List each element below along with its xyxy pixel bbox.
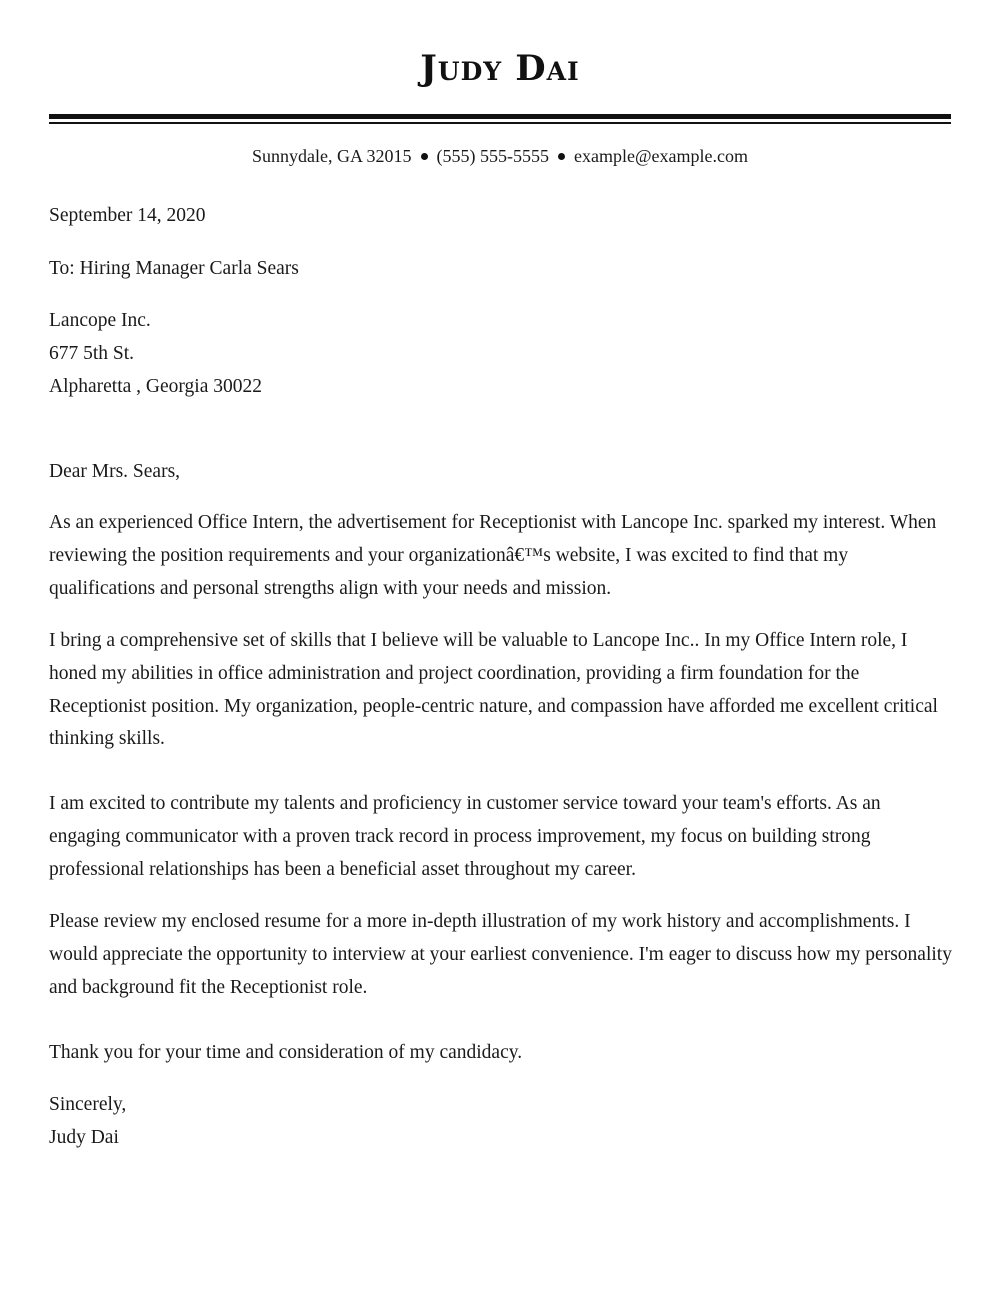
closing: Sincerely, (49, 1094, 127, 1115)
body-paragraph-1: As an experienced Office Intern, the advertisement for Receptionist with Lancope Inc. sparked my interest. When reviewing the position requirements and your organizationâ€™s website, I was excited to find that my qualifications and personal strengths align with your needs and mission. (49, 512, 937, 599)
company-name: Lancope Inc. (49, 310, 151, 331)
contact-info (0, 143, 1000, 169)
salutation: Dear Mrs. Sears, (49, 461, 181, 482)
contact-phone: (555) 555-5555 (436, 146, 549, 166)
bullet-separator (558, 153, 565, 160)
body-paragraph-4: Please review my enclosed resume for a more in-depth illustration of my work history and accomplishments. I would appreciate the opportunity to interview at your earliest convenience. I'm eager to discuss how my personality and background fit the Receptionist role. (49, 911, 952, 998)
company-city: Alpharetta , Georgia 30022 (49, 376, 262, 397)
signature: Judy Dai (49, 1127, 119, 1148)
body-paragraph-5: Thank you for your time and consideration of my candidacy. (49, 1042, 523, 1063)
body-paragraph-2: I bring a comprehensive set of skills that I believe will be valuable to Lancope Inc.. In my Office Intern role, I honed my abilities in office administration and project coordination, providing a firm foundation for the Receptionist position. My organization, people-centric nature, and compassion have afforded me excellent critical thinking skills. (49, 630, 938, 750)
body-paragraph-3: I am excited to contribute my talents and proficiency in customer service toward your team's efforts. As an engaging communicator with a proven track record in process improvement, my focus on building strong professional relationships has been a beneficial asset throughout my career. (49, 793, 881, 880)
recipient-line: To: Hiring Manager Carla Sears (49, 258, 299, 279)
company-street: 677 5th St. (49, 343, 135, 364)
header-divider-thick (49, 114, 951, 119)
contact-location: Sunnydale, GA 32015 (252, 146, 412, 166)
letter-date: September 14, 2020 (49, 205, 206, 226)
contact-email: example@example.com (573, 146, 748, 166)
bullet-separator (421, 153, 428, 160)
applicant-name: Judy Dai (420, 48, 580, 89)
header-divider-thin (49, 122, 951, 124)
